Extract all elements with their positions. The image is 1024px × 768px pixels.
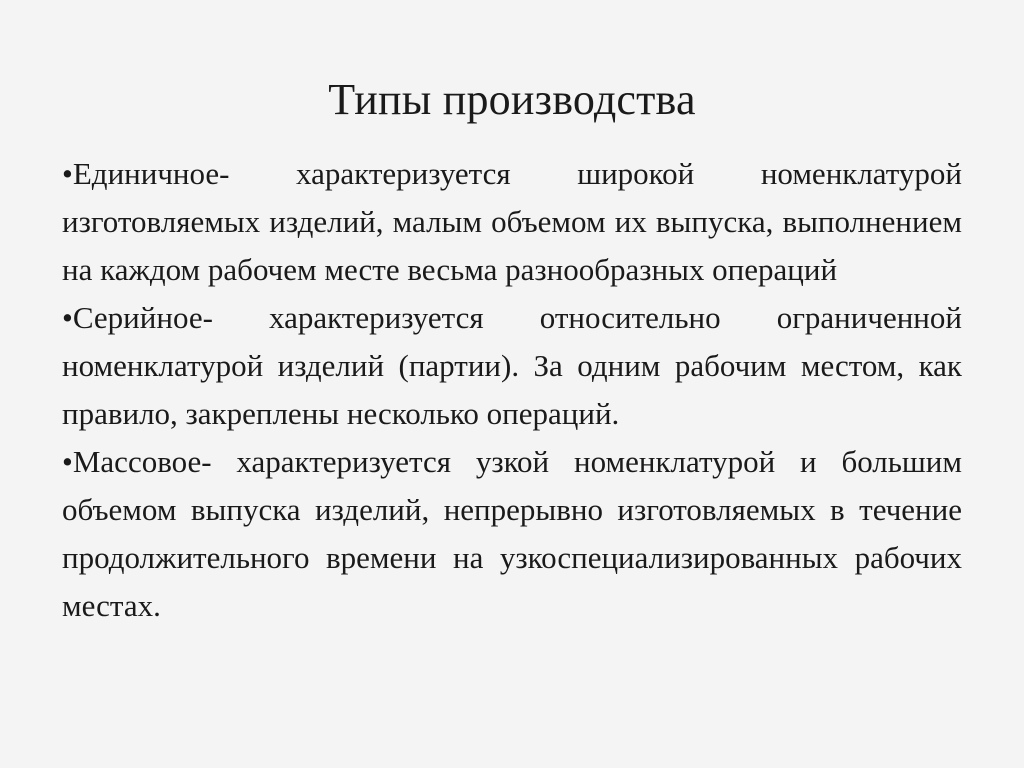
bullet-icon: • xyxy=(62,156,73,191)
bullet-list xyxy=(62,150,962,630)
list-item-text: Массовое- характеризуется узкой номенклатурой и большим объемом выпуска изделий, непрерывно изготовляемых в течение продолжительного времени на узкоспециализированных рабочих местах. xyxy=(62,444,962,623)
slide-title: Типы производства xyxy=(328,75,696,124)
list-item-serial-production xyxy=(62,294,962,438)
list-item-text: Единичное- характеризуется широкой номенклатурой изготовляемых изделий, малым объемом их выпуска, выполнением на каждом рабочем месте весьма разнообразных операций xyxy=(62,156,962,287)
list-item-text: Серийное- характеризуется относительно ограниченной номенклатурой изделий (партии). За одним рабочим местом, как правило, закреплены несколько операций. xyxy=(62,300,962,431)
bullet-icon: • xyxy=(62,444,73,479)
list-item-mass-production xyxy=(62,438,962,630)
bullet-icon: • xyxy=(62,300,73,335)
list-item-single-production xyxy=(62,150,962,294)
